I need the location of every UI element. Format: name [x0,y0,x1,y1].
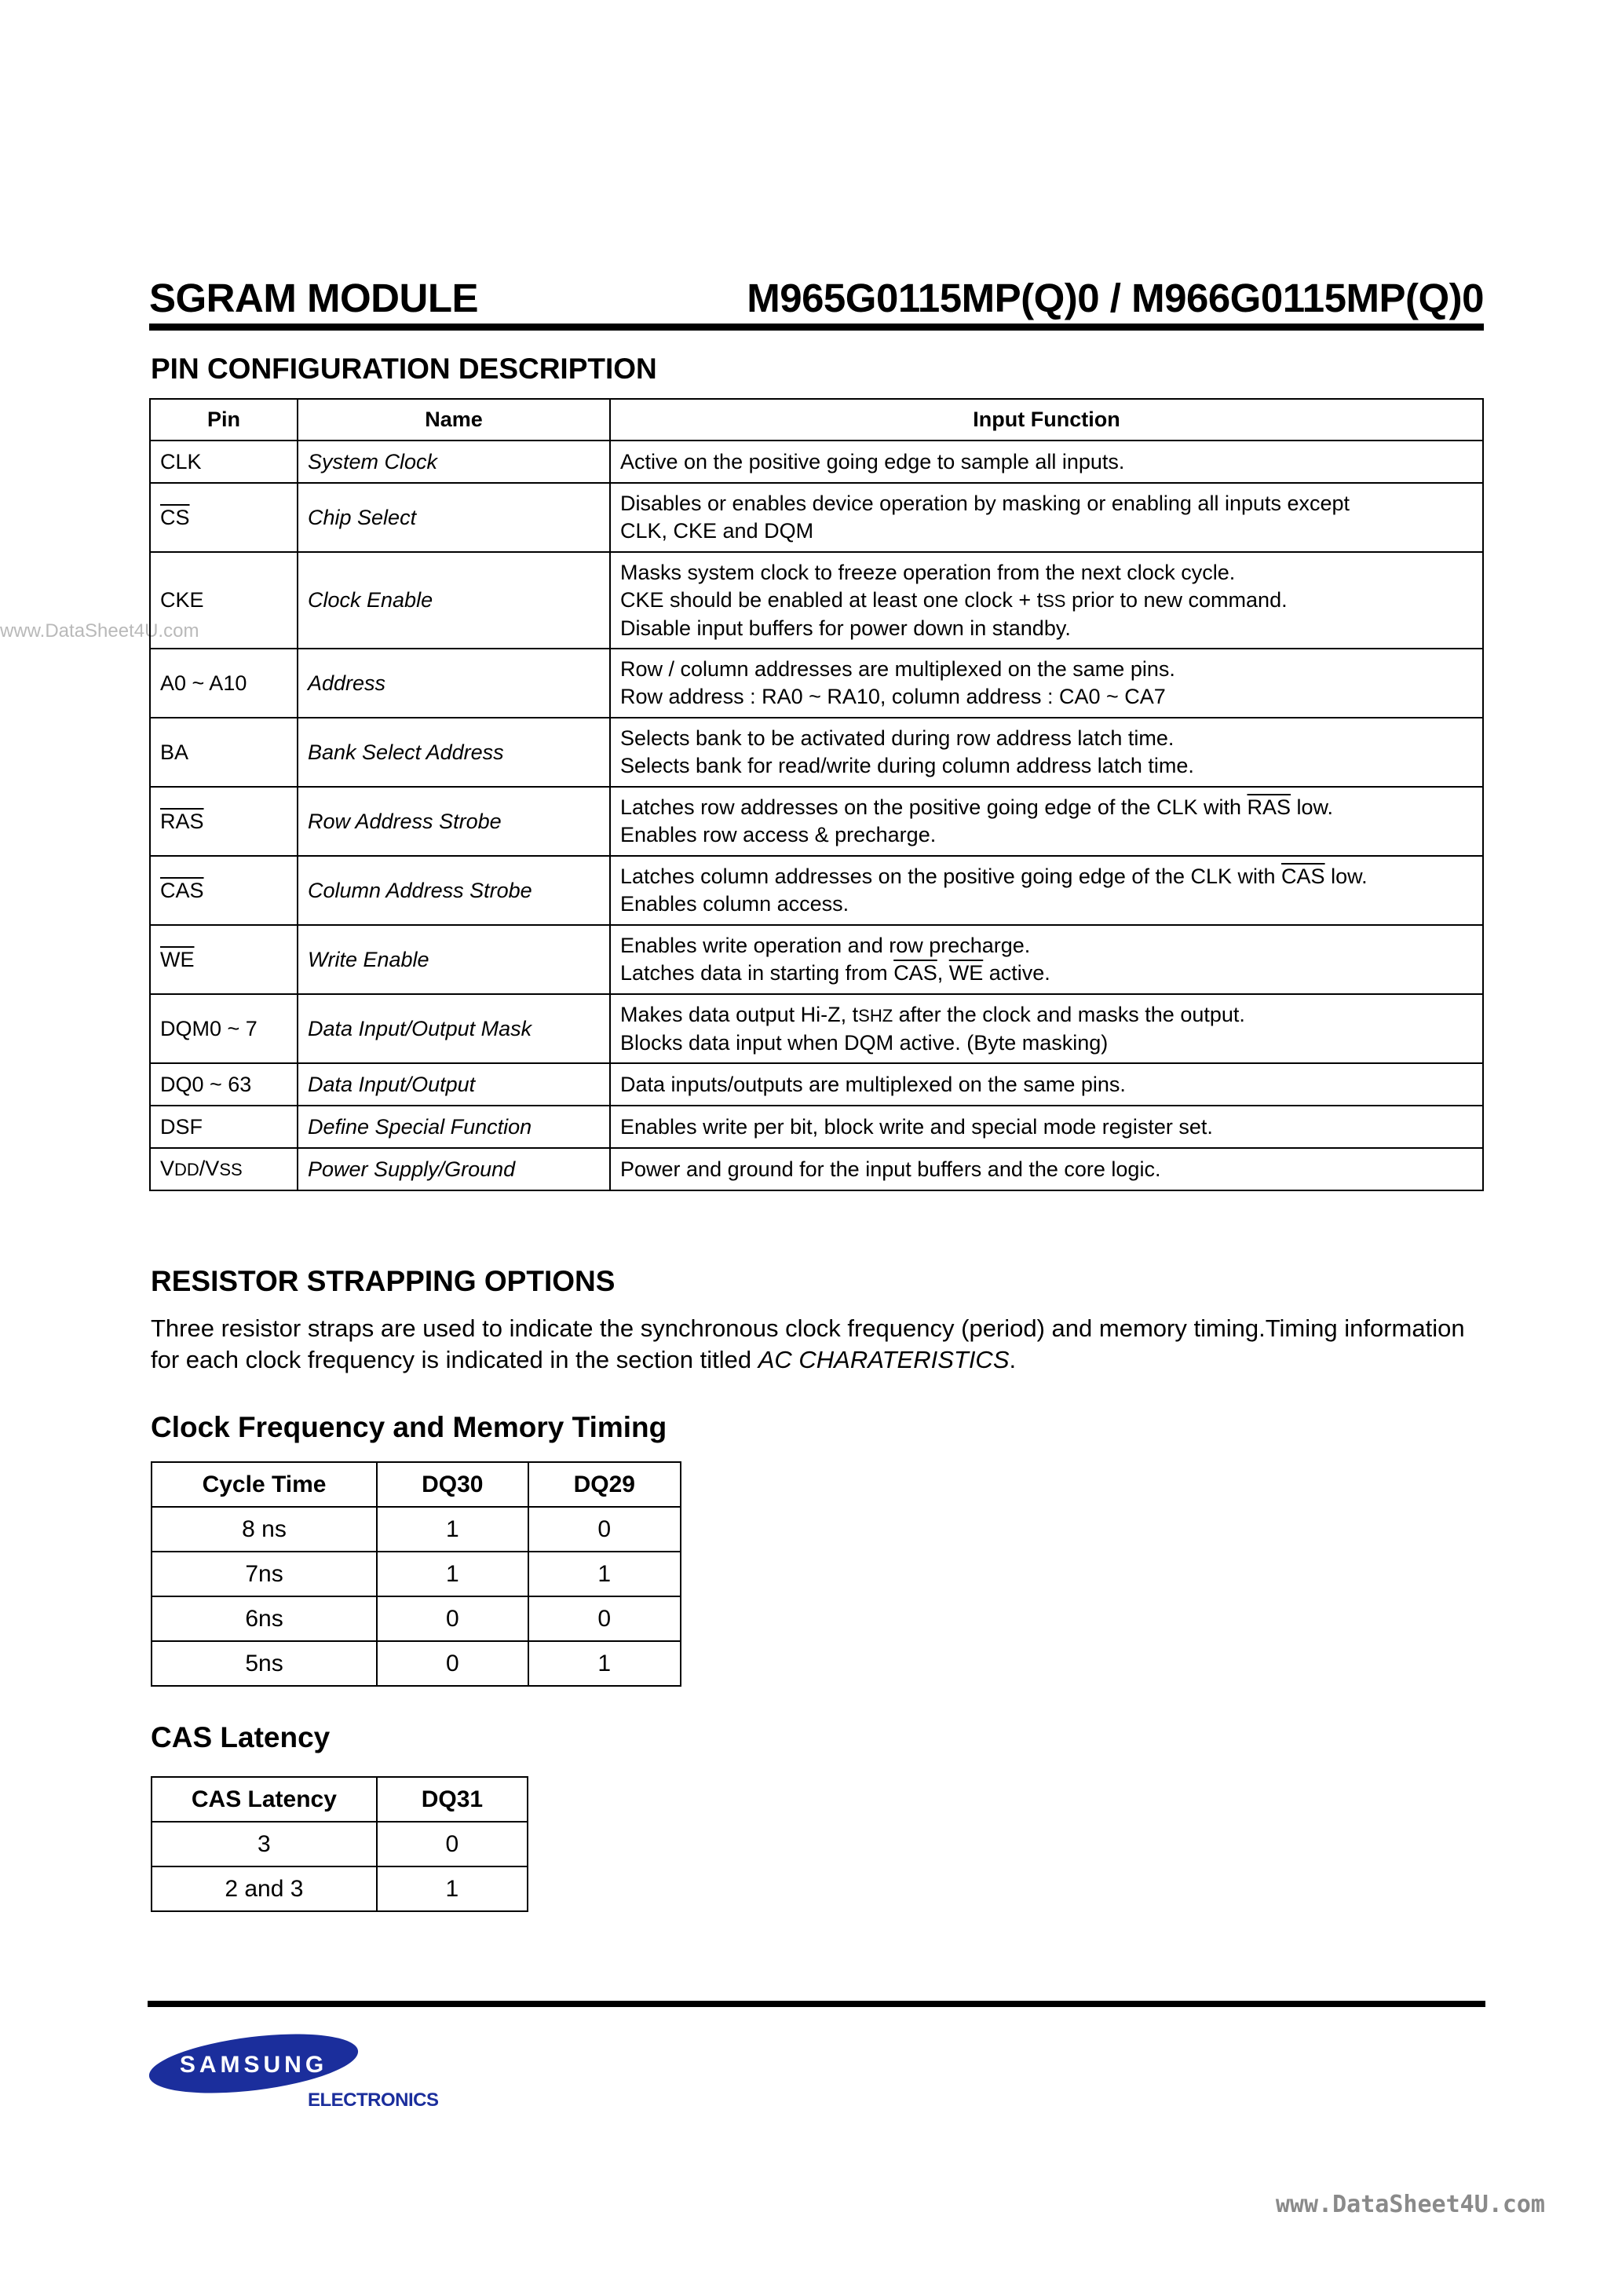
text-segment: Three resistor straps are used to indicate the synchronous clock frequency (period) and memory timing.Timing information for each clock frequency is indicated in the section titled [151,1314,1465,1373]
table-row [152,1552,681,1596]
name-cell: Data Input/Output Mask [298,994,610,1063]
table-row [152,1866,528,1911]
cas-table-title: CAS Latency [151,1721,331,1753]
pin-cell: CLK [150,441,298,483]
subscript-text: SS [1043,590,1066,611]
pin-overline: $\overline{CS}$ [160,505,190,529]
function-line: Disable input buffers for power down in standby. [620,616,1071,640]
table-cell: 0 [528,1596,681,1641]
header-title: SGRAM MODULE [149,276,478,320]
col-header-name: Name [298,399,610,441]
text-segment: . [1009,1346,1017,1373]
function-cell [610,925,1483,994]
table-cell: 5ns [152,1641,377,1686]
col-header-pin: Pin [150,399,298,441]
overline-text: $\overline{CAS}$ [1281,865,1325,888]
function-line: Masks system clock to freeze operation from the next clock cycle. [620,560,1236,584]
function-line [620,960,1473,987]
function-cell: Enables write per bit, block write and special mode register set. [610,1106,1483,1148]
table-row [150,1063,1483,1106]
logo-text: SAMSUNG [179,2052,328,2078]
pin-cell: DSF [150,1106,298,1148]
text-segment: Latches row addresses on the positive going edge of the CLK with [620,795,1248,819]
table-cell: 8 ns [152,1507,377,1552]
function-cell: Active on the positive going edge to sample all inputs. [610,441,1483,483]
table-header-row [152,1777,528,1822]
table-row [150,787,1483,856]
text-segment: CKE should be enabled at least one clock + t [620,587,1043,612]
table-cell: 7ns [152,1552,377,1596]
pin-config-title: PIN CONFIGURATION DESCRIPTION [151,353,657,385]
function-line: Selects bank for read/write during column address latch time. [620,754,1194,777]
table-cell: 0 [377,1822,528,1866]
name-cell: Row Address Strobe [298,787,610,856]
table-row [150,856,1483,925]
function-cell [610,649,1483,718]
function-line: Row address : RA0 ~ RA10, column address : CA0 ~ CA7 [620,685,1166,708]
resistor-title: RESISTOR STRAPPING OPTIONS [151,1265,616,1297]
header-part-number: M965G0115MP(Q)0 / M966G0115MP(Q)0 [747,276,1484,320]
pin-cell: BA [150,718,298,787]
col-header-dq31: DQ31 [377,1777,528,1822]
function-cell [610,856,1483,925]
table-row [150,1148,1483,1190]
pin-cell [150,1148,298,1190]
col-header-cycle-time: Cycle Time [152,1462,377,1507]
function-line [620,1001,1473,1029]
text-segment: Makes data output Hi-Z, t [620,1002,859,1026]
table-row [150,994,1483,1063]
function-line: Row / column addresses are multiplexed on the same pins. [620,657,1175,681]
name-cell: Chip Select [298,483,610,552]
table-cell: 1 [528,1641,681,1686]
function-cell [610,552,1483,649]
name-cell: Data Input/Output [298,1063,610,1106]
pin-config-table [149,398,1484,1191]
name-cell: System Clock [298,441,610,483]
overline-text: $\overline{CAS}$ [893,961,937,985]
subscript-text: SS [219,1160,243,1179]
function-cell: Power and ground for the input buffers and the core logic. [610,1148,1483,1190]
pin-cell: CKE [150,552,298,649]
function-line: CLK, CKE and DQM [620,519,814,543]
table-row [150,552,1483,649]
table-row [152,1641,681,1686]
table-cell: 1 [377,1552,528,1596]
table-cell: 1 [528,1552,681,1596]
table-row [150,483,1483,552]
name-cell: Address [298,649,610,718]
table-row [150,925,1483,994]
table-cell: 1 [377,1507,528,1552]
name-cell: Define Special Function [298,1106,610,1148]
function-line [620,863,1473,890]
footer-rule [148,2001,1485,2007]
page-header [149,275,1484,322]
table-row [152,1507,681,1552]
function-cell [610,483,1483,552]
table-cell: 3 [152,1822,377,1866]
name-cell: Clock Enable [298,552,610,649]
text-segment: active. [983,961,1050,985]
function-cell [610,994,1483,1063]
resistor-paragraph [151,1313,1485,1376]
text-segment: V [160,1157,175,1180]
clock-table-title: Clock Frequency and Memory Timing [151,1411,667,1443]
table-header-row [152,1462,681,1507]
table-cell: 6ns [152,1596,377,1641]
text-segment: , [937,961,949,985]
overline-text: $\overline{WE}$ [948,961,984,985]
italic-reference: AC CHARATERISTICS [758,1346,1010,1373]
table-cell: 1 [377,1866,528,1911]
table-row [150,718,1483,787]
watermark-side: www.DataSheet4U.com [0,620,199,642]
subscript-text: SHZ [858,1005,893,1026]
name-cell: Column Address Strobe [298,856,610,925]
text-segment: Latches column addresses on the positive going edge of the CLK with [620,865,1282,888]
name-cell: Power Supply/Ground [298,1148,610,1190]
pin-overline: $\overline{RAS}$ [160,809,204,833]
text-segment: low. [1291,795,1334,819]
header-rule [149,324,1484,331]
function-line: Enables column access. [620,892,849,916]
table-cell: 0 [377,1596,528,1641]
text-segment: prior to new command. [1065,587,1288,612]
col-header-cas-latency: CAS Latency [152,1777,377,1822]
pin-overline: $\overline{WE}$ [160,947,195,971]
col-header-dq30: DQ30 [377,1462,528,1507]
text-segment: low. [1324,865,1368,888]
function-cell: Data inputs/outputs are multiplexed on the same pins. [610,1063,1483,1106]
clock-frequency-table [151,1461,681,1687]
function-line: Selects bank to be activated during row address latch time. [620,726,1174,750]
function-line: Blocks data input when DQM active. (Byte masking) [620,1030,1109,1055]
function-line [620,587,1473,615]
table-row [150,1106,1483,1148]
pin-cell: DQM0 ~ 7 [150,994,298,1063]
col-header-function: Input Function [610,399,1483,441]
cas-latency-table [151,1776,528,1912]
function-line: Enables row access & precharge. [620,823,937,846]
table-row [152,1822,528,1866]
table-row [152,1596,681,1641]
table-header-row [150,399,1483,441]
text-segment: after the clock and masks the output. [893,1002,1245,1026]
function-line: Enables write operation and row precharge. [620,934,1031,957]
subscript-text: DD [174,1160,199,1179]
function-line [620,794,1473,821]
col-header-dq29: DQ29 [528,1462,681,1507]
overline-text: $\overline{RAS}$ [1247,795,1291,819]
table-cell: 2 and 3 [152,1866,377,1911]
pin-cell: DQ0 ~ 63 [150,1063,298,1106]
table-row [150,441,1483,483]
pin-cell [150,925,298,994]
pin-cell [150,856,298,925]
table-cell: 0 [528,1507,681,1552]
table-cell: 0 [377,1641,528,1686]
logo-electronics: ELECTRONICS [308,2089,439,2111]
function-cell [610,787,1483,856]
function-cell [610,718,1483,787]
pin-cell: A0 ~ A10 [150,649,298,718]
text-segment: /V [199,1157,220,1180]
pin-cell [150,483,298,552]
text-segment: Latches data in starting from [620,961,894,985]
samsung-logo [145,2030,362,2097]
function-line: Disables or enables device operation by masking or enabling all inputs except [620,492,1350,515]
table-row [150,649,1483,718]
name-cell: Bank Select Address [298,718,610,787]
pin-overline: $\overline{CAS}$ [160,878,204,902]
watermark-footer: www.DataSheet4U.com [1275,2191,1545,2218]
pin-cell [150,787,298,856]
name-cell: Write Enable [298,925,610,994]
